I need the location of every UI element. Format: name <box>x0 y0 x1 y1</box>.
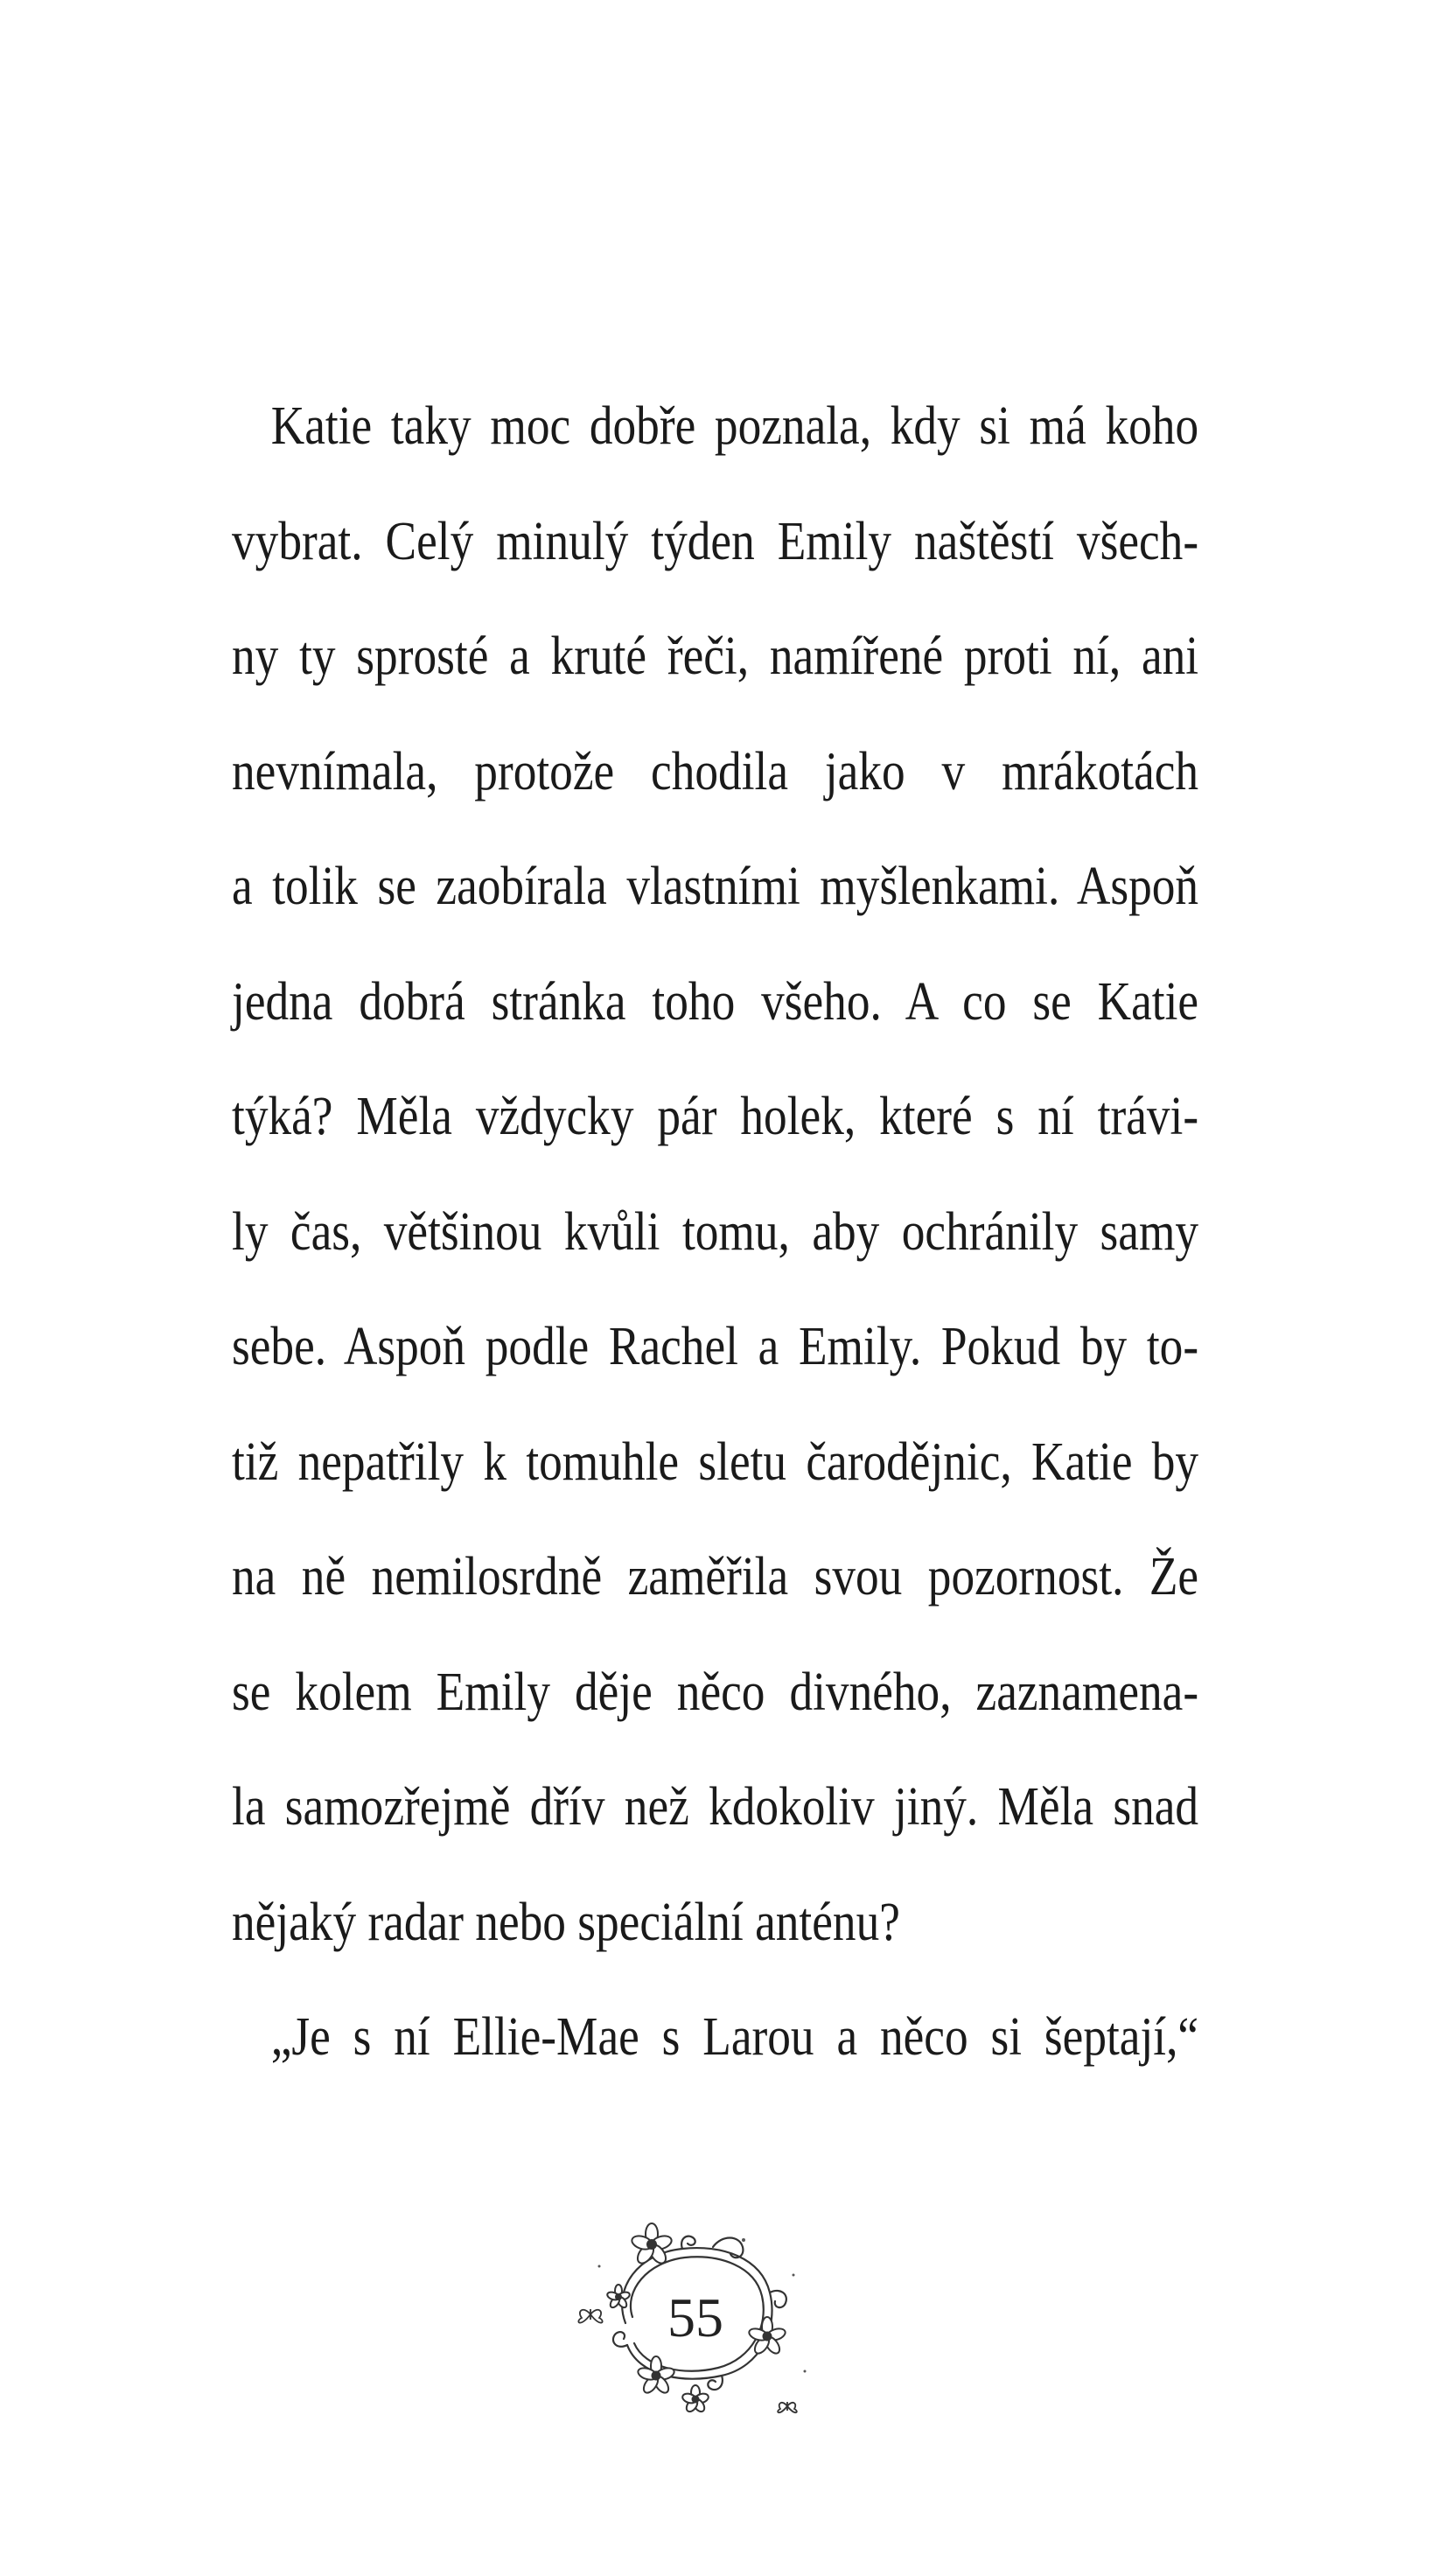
text-line: Katie taky moc dobře poznala, kdy si má koho <box>270 396 1199 456</box>
text-line: jedna dobrá stránka toho všeho. A co se Katie <box>232 971 1199 1032</box>
text-line: týká? Měla vždycky pár holek, které s ní trávi- <box>232 1087 1199 1146</box>
text-line: vybrat. Celý minulý týden Emily naštěstí všech- <box>232 511 1199 571</box>
body-text <box>232 381 1198 2107</box>
text-line: a tolik se zaobírala vlastními myšlenkami. Aspoň <box>232 857 1199 916</box>
text-line: „Je s ní Ellie-Mae s Larou a něco si šeptají,“ <box>270 2007 1199 2067</box>
text-line: se kolem Emily děje něco divného, zaznamena- <box>232 1662 1199 1722</box>
text-line: la samozřejmě dřív než kdokoliv jiný. Měla snad <box>232 1777 1199 1837</box>
page-number-ornament <box>564 2205 827 2424</box>
text-line: nějaký radar nebo speciální anténu? <box>232 1892 900 1952</box>
page-number: 55 <box>667 2286 723 2348</box>
text-line: tiž nepatřily k tomuhle sletu čarodějnic, Katie by <box>232 1432 1199 1492</box>
text-line: ny ty sprosté a kruté řeči, namířené proti ní, ani <box>232 626 1199 686</box>
text-line: nevnímala, protože chodila jako v mrákotách <box>232 741 1199 802</box>
text-line: na ně nemilosrdně zaměřila svou pozornost. Že <box>232 1547 1199 1606</box>
text-line: ly čas, většinou kvůli tomu, aby ochránily samy <box>232 1201 1199 1262</box>
text-line: sebe. Aspoň podle Rachel a Emily. Pokud by to- <box>232 1317 1199 1376</box>
